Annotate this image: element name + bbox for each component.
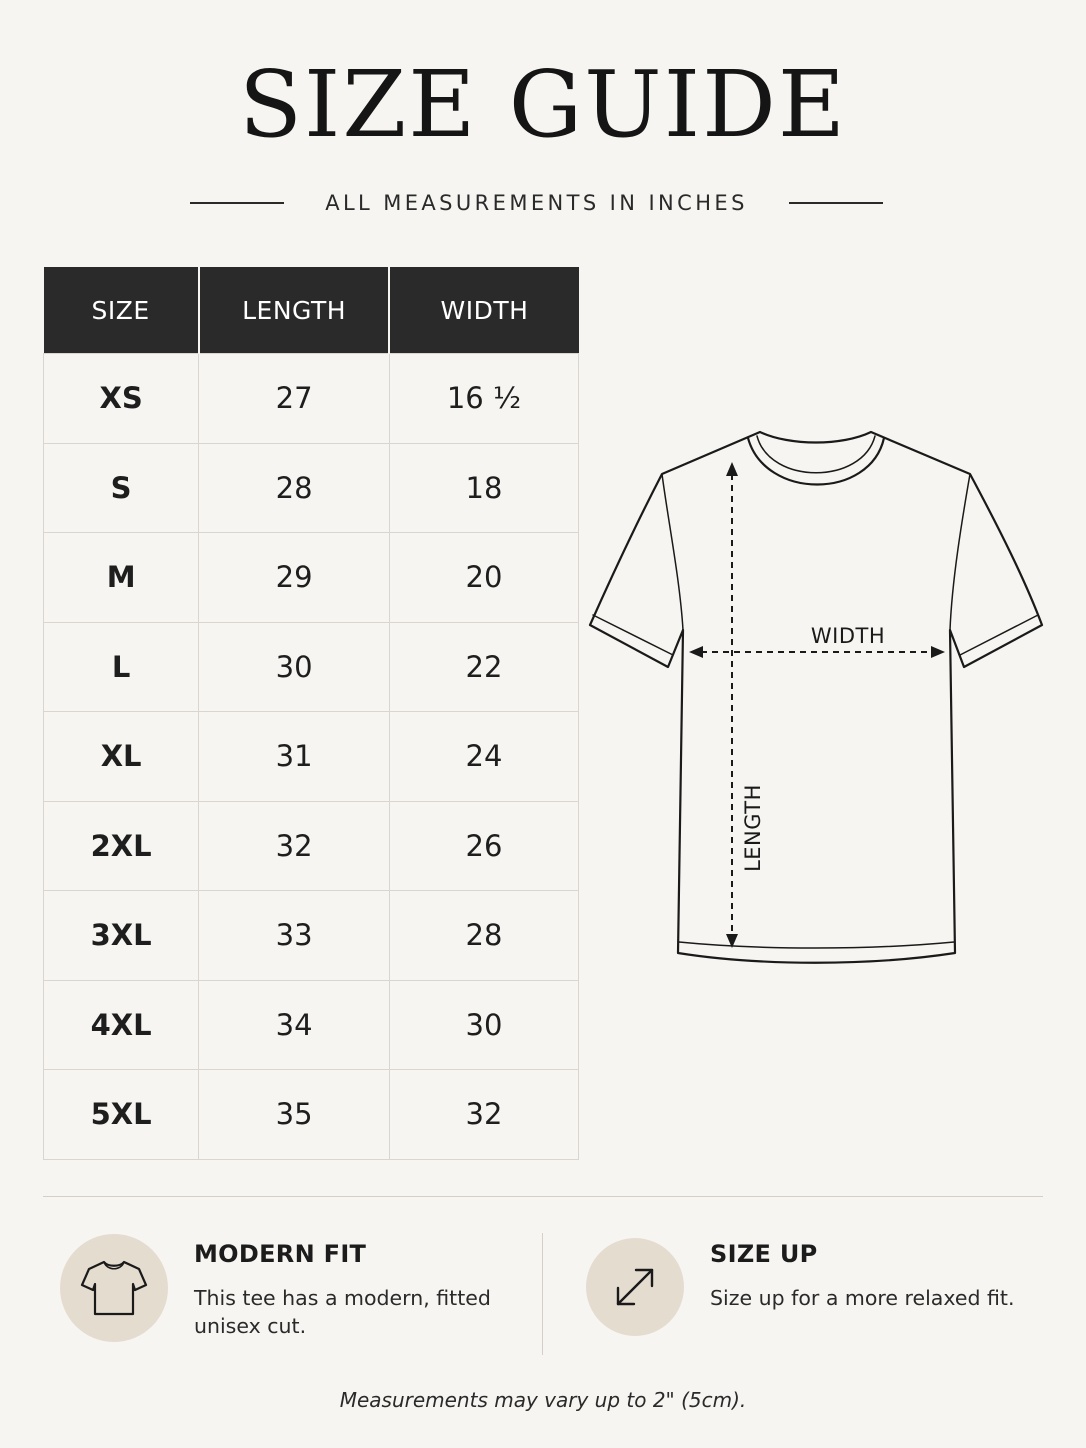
length-cell: 31 — [199, 712, 390, 802]
column-header-length: LENGTH — [199, 267, 390, 354]
collar-inner — [748, 438, 884, 485]
tshirt-body-outline — [590, 432, 1042, 963]
table-row — [44, 801, 579, 891]
table-row — [44, 622, 579, 712]
width-cell: 22 — [389, 622, 578, 712]
length-cell: 30 — [199, 622, 390, 712]
width-cell: 28 — [389, 891, 578, 981]
length-cell: 35 — [199, 1070, 390, 1160]
size-cell: 5XL — [44, 1070, 199, 1160]
expand-arrows-icon — [586, 1238, 684, 1336]
subtitle-rule-left — [190, 202, 284, 204]
length-cell: 32 — [199, 801, 390, 891]
table-row — [44, 533, 579, 623]
length-arrow-top-icon — [726, 462, 738, 476]
width-cell: 26 — [389, 801, 578, 891]
table-header-row — [44, 267, 579, 354]
tshirt-diagram — [585, 425, 1047, 970]
size-cell: 2XL — [44, 801, 199, 891]
width-cell: 32 — [389, 1070, 578, 1160]
footnote: Measurements may vary up to 2" (5cm). — [339, 1388, 747, 1412]
table-row — [44, 1070, 579, 1160]
length-cell: 27 — [199, 354, 390, 444]
length-cell: 29 — [199, 533, 390, 623]
subtitle: ALL MEASUREMENTS IN INCHES — [325, 191, 748, 215]
column-header-width: WIDTH — [389, 267, 578, 354]
size-cell: 3XL — [44, 891, 199, 981]
feature-title: MODERN FIT — [194, 1240, 367, 1268]
table-row — [44, 980, 579, 1070]
section-divider — [43, 1196, 1043, 1197]
table-row — [44, 891, 579, 981]
width-arrow-right-icon — [931, 646, 945, 658]
subtitle-rule-right — [789, 202, 883, 204]
tshirt-icon — [60, 1234, 168, 1342]
size-cell: XL — [44, 712, 199, 802]
feature-divider — [542, 1233, 543, 1355]
length-label: LENGTH — [741, 784, 765, 872]
width-cell: 18 — [389, 443, 578, 533]
size-cell: XS — [44, 354, 199, 444]
width-arrow-left-icon — [689, 646, 703, 658]
table-row — [44, 443, 579, 533]
feature-description: Size up for a more relaxed fit. — [710, 1286, 1015, 1310]
size-cell: 4XL — [44, 980, 199, 1070]
column-header-size: SIZE — [44, 267, 199, 354]
left-sleeve-seam — [662, 474, 683, 630]
hem-line — [679, 942, 954, 948]
table-row — [44, 712, 579, 802]
width-cell: 24 — [389, 712, 578, 802]
size-cell: M — [44, 533, 199, 623]
size-table-body — [44, 354, 579, 1160]
table-row — [44, 354, 579, 444]
feature-title: SIZE UP — [710, 1240, 818, 1268]
subtitle-row — [190, 188, 883, 218]
feature-description: This tee has a modern, fitted unisex cut. — [194, 1286, 491, 1338]
width-label: WIDTH — [810, 624, 886, 648]
width-cell: 16 ½ — [389, 354, 578, 444]
size-cell: S — [44, 443, 199, 533]
length-cell: 34 — [199, 980, 390, 1070]
length-cell: 33 — [199, 891, 390, 981]
size-cell: L — [44, 622, 199, 712]
length-cell: 28 — [199, 443, 390, 533]
right-sleeve-seam — [950, 474, 970, 630]
page-title: SIZE GUIDE — [239, 51, 847, 158]
size-table — [43, 267, 579, 1160]
width-cell: 20 — [389, 533, 578, 623]
width-cell: 30 — [389, 980, 578, 1070]
